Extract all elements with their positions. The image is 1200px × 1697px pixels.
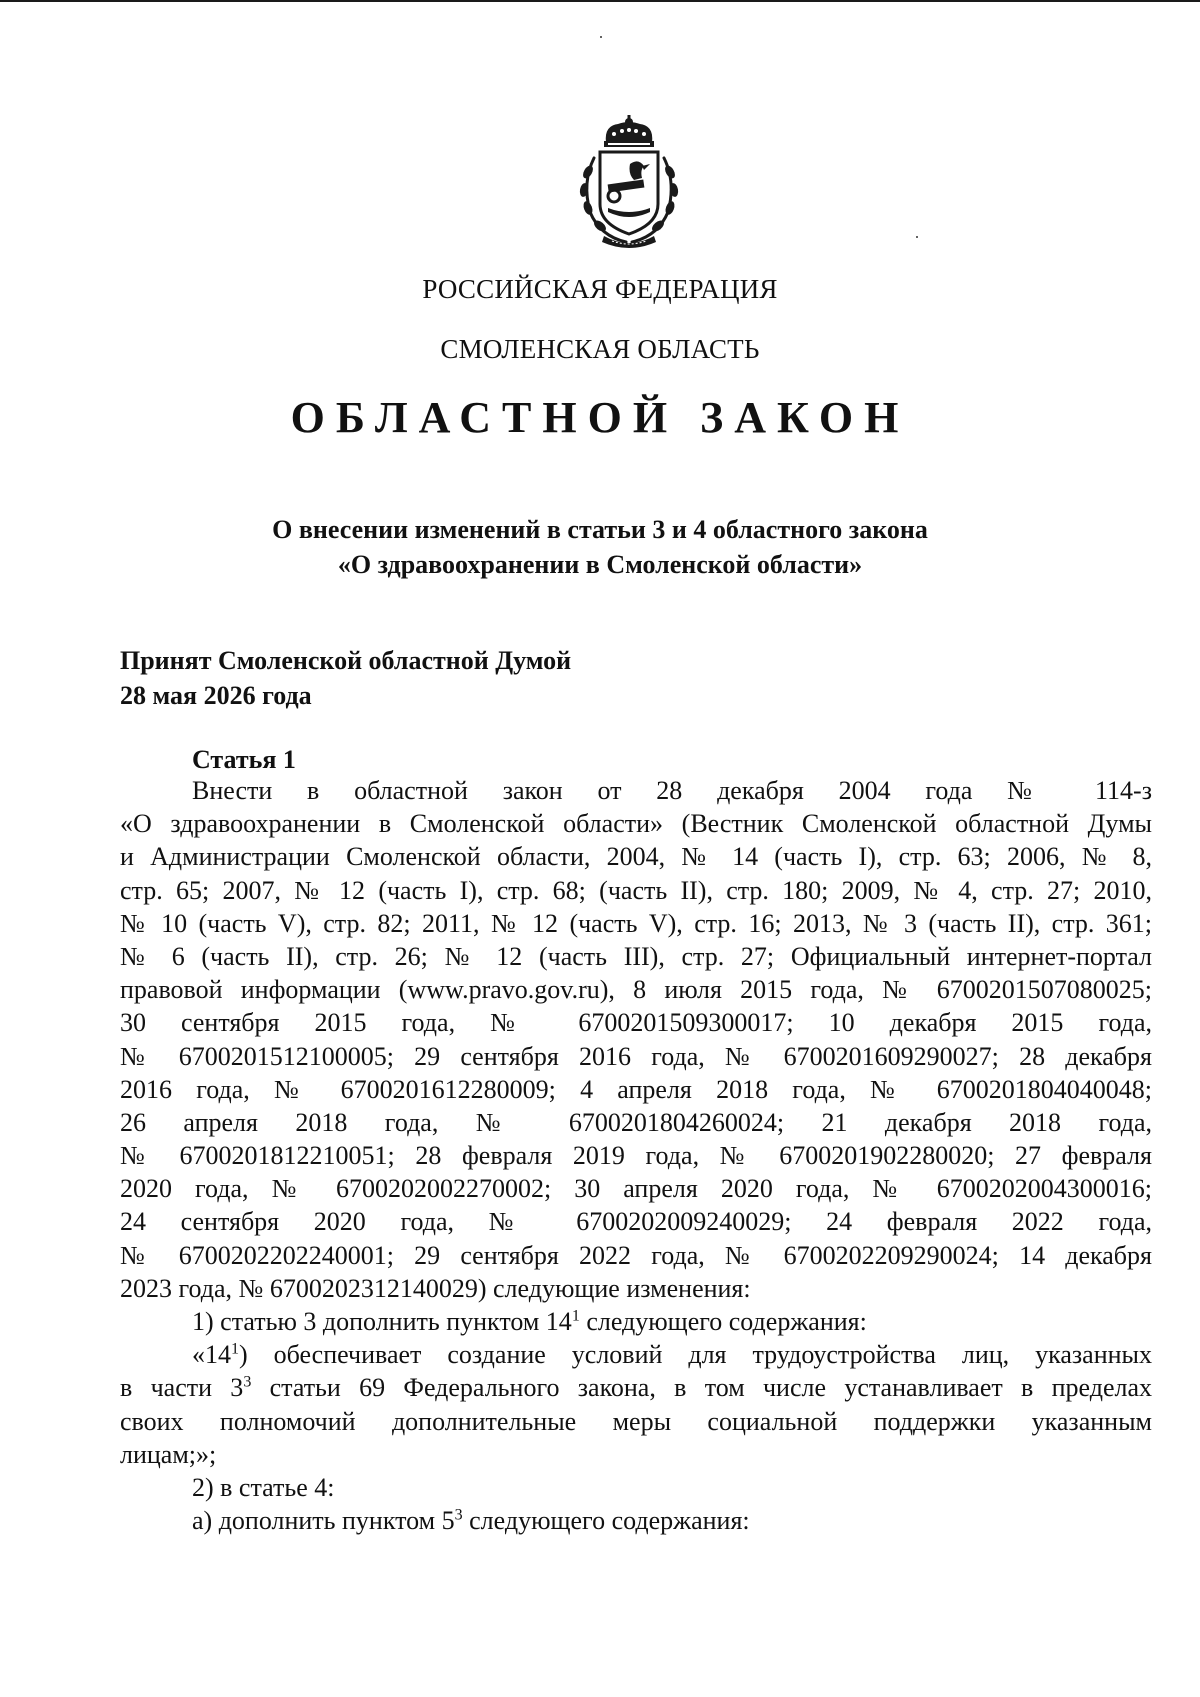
body-line: 30 сентября 2015 года, № 6700201509300017; 10 декабря 2015 года,	[120, 1008, 1152, 1038]
body-line: № 6700202202240001; 29 сентября 2022 года, № 6700202209290024; 14 декабря	[120, 1240, 1152, 1270]
coat-of-arms-icon	[568, 112, 690, 252]
superscript: 3	[243, 1373, 252, 1391]
body-line: 2016 года, № 6700201612280009; 4 апреля 2018 года, № 6700201804040048;	[120, 1074, 1152, 1104]
amendment-item-1	[120, 1305, 1152, 1338]
country-name: РОССИЙСКАЯ ФЕДЕРАЦИЯ	[422, 274, 778, 304]
scan-speck	[916, 236, 918, 238]
region-name: СМОЛЕНСКАЯ ОБЛАСТЬ	[440, 334, 760, 364]
law-title	[0, 512, 1200, 582]
quoted-provision-line: лицам;»;	[120, 1439, 217, 1469]
quote-text: статьи 69 Федерального закона, в том числе устанавливает в пределах	[251, 1373, 1152, 1403]
body-line: стр. 65; 2007, № 12 (часть I), стр. 68; (часть II), стр. 180; 2009, № 4, стр. 27; 2010,	[120, 875, 1152, 905]
amendment-item-2: 2) в статье 4:	[192, 1472, 335, 1502]
body-line: № 6700201512100005; 29 сентября 2016 года, № 6700201609290027; 28 декабря	[120, 1041, 1152, 1071]
body-line: № 6 (часть II), стр. 26; № 12 (часть III), стр. 27; Официальный интернет-портал	[120, 941, 1152, 971]
law-title-line: «О здравоохранении в Смоленской области»	[337, 550, 863, 579]
quote-text: в части 3	[120, 1373, 244, 1403]
body-line: 26 апреля 2018 года, № 6700201804260024; 21 декабря 2018 года,	[120, 1107, 1152, 1137]
body-line: 2020 года, № 6700202002270002; 30 апреля 2020 года, № 6700202004300016;	[120, 1174, 1152, 1204]
quote-text: «14	[192, 1340, 231, 1370]
body-line: и Администрации Смоленской области, 2004, № 14 (часть I), стр. 63; 2006, № 8,	[120, 842, 1152, 872]
quote-text: ) обеспечивает создание условий для трудоустройства лиц, указанных	[239, 1340, 1152, 1370]
article-heading: Статья 1	[192, 745, 296, 774]
superscript: 1	[571, 1307, 580, 1325]
item-text: 1) статью 3 дополнить пунктом 14	[192, 1307, 572, 1336]
superscript: 3	[454, 1506, 463, 1524]
law-title-line: О внесении изменений в статьи 3 и 4 областного закона	[272, 515, 928, 544]
superscript: 1	[231, 1340, 239, 1358]
quoted-provision-line: своих полномочий дополнительные меры социальной поддержки указанным	[120, 1406, 1152, 1436]
body-line: № 10 (часть V), стр. 82; 2011, № 12 (часть V), стр. 16; 2013, № 3 (часть II), стр. 361;	[120, 908, 1152, 938]
document-type: ОБЛАСТНОЙ ЗАКОН	[290, 393, 910, 442]
item-text: следующего содержания:	[462, 1506, 750, 1536]
scan-speck	[600, 36, 602, 38]
body-line: «О здравоохранении в Смоленской области» (Вестник Смоленской областной Думы	[120, 809, 1152, 839]
item-text: а) дополнить пунктом 5	[192, 1506, 455, 1536]
item-text: следующего содержания:	[579, 1307, 867, 1336]
amendment-subitem-a	[120, 1504, 1152, 1537]
body-line: 2023 года, № 6700202312140029) следующие изменения:	[120, 1273, 751, 1303]
body-line: правовой информации (www.pravo.gov.ru), 8 июля 2015 года, № 6700201507080025;	[120, 975, 1152, 1005]
adoption-block	[120, 643, 571, 713]
quoted-provision-line	[120, 1371, 1152, 1404]
article-body	[120, 774, 1152, 1537]
quoted-provision-line	[120, 1338, 1152, 1371]
adoption-body: Принят Смоленской областной Думой	[120, 646, 572, 675]
adoption-date: 28 мая 2026 года	[120, 681, 312, 710]
body-line: № 6700201812210051; 28 февраля 2019 года, № 6700201902280020; 27 февраля	[120, 1141, 1152, 1171]
body-line: 24 сентября 2020 года, № 6700202009240029; 24 февраля 2022 года,	[120, 1207, 1152, 1237]
body-line: Внести в областной закон от 28 декабря 2004 года № 114-з	[192, 776, 1152, 805]
scan-top-edge	[0, 0, 1200, 2]
